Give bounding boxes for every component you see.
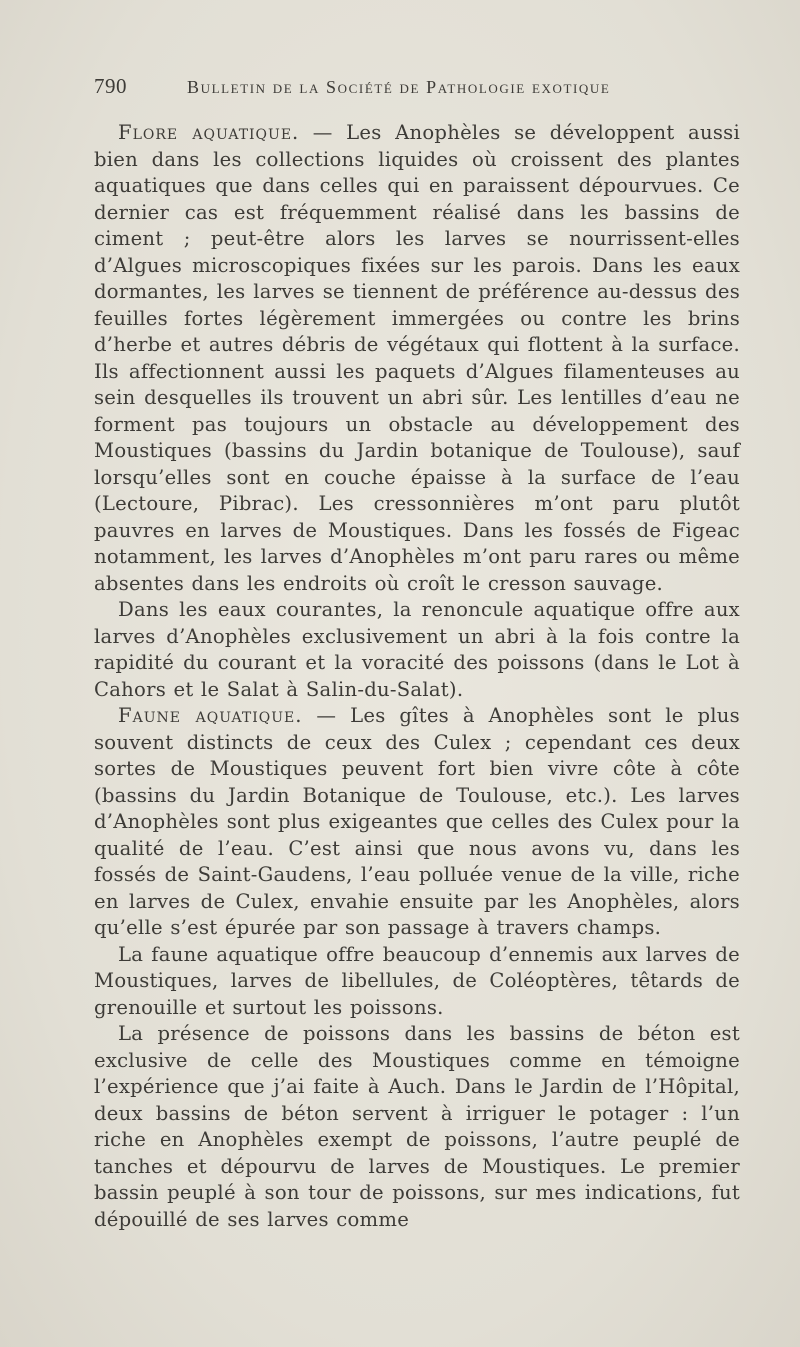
section-lead-faune: Faune aquatique. (118, 704, 303, 727)
paragraph-text: La présence de poissons dans les bassins de béton est exclusive de celle des Moustiques comme en témoigne l’expérience que j’ai faite à Auch. Dans le Jardin de l’Hôpital, deux bassins de béton servent à irriguer le potager : l’un riche en Anophèles exempt de poissons, l’autre peuplé de tanches et dépourvu de larves de Moustiques. Le premier bassin peuplé à son tour de poissons, sur mes indications, fut dépouillé de ses larves comme (94, 1022, 740, 1231)
section-lead-flore: Flore aquatique. (118, 121, 300, 144)
paragraph-poissons (94, 1021, 740, 1233)
paragraph-text: Dans les eaux courantes, la renoncule aquatique offre aux larves d’Anophèles exclusivement un abri à la fois contre la rapidité du courant et la voracité des poissons (dans le Lot à Cahors et le Salat à Salin-du-Salat). (94, 598, 740, 701)
page-number: 790 (94, 74, 127, 98)
paragraph-eaux-courantes (94, 597, 740, 703)
paragraph-text: La faune aquatique offre beaucoup d’ennemis aux larves de Moustiques, larves de libellules, de Coléoptères, têtards de grenouille et surtout les poissons. (94, 942, 740, 1019)
paragraph-flore-aquatique (94, 120, 740, 597)
paragraph-text: — Les Anophèles se développent aussi bien dans les collections liquides où croissent des plantes aquatiques que dans celles qui en paraissent dépourvues. Ce dernier cas est fréquemment réalisé dans les bassins de ciment ; peut-être alors les larves se nourrissent-elles d’Algues microscopiques fixées sur les parois. Dans les eaux dormantes, les larves se tiennent de préférence au-dessus des feuilles fortes légèrement immergées ou contre les brins d’herbe et autres débris de végétaux qui flottent à la surface. Ils affectionnent aussi les paquets d’Algues filamenteuses au sein desquelles ils trouvent un abri sûr. Les lentilles d’eau ne forment pas toujours un obstacle au développement des Moustiques (bassins du Jardin botanique de Toulouse), sauf lorsqu’elles sont en couche épaisse à la surface de l’eau (Lectoure, Pibrac). Les cressonnières m’ont paru plutôt pauvres en larves de Moustiques. Dans les fossés de Figeac notamment, les larves d’Anophèles m’ont paru rares ou même absentes dans les endroits où croît le cresson sauvage. (94, 121, 740, 595)
page-header (94, 74, 736, 104)
paragraph-ennemis (94, 942, 740, 1022)
body-text (94, 120, 740, 1233)
paragraph-text: — Les gîtes à Anophèles sont le plus souvent distincts de ceux des Culex ; cependant ces deux sortes de Moustiques peuvent fort bien vivre côte à côte (bassins du Jardin Botanique de Toulouse, etc.). Les larves d’Anophèles sont plus exigeantes que celles des Culex pour la qualité de l’eau. C’est ainsi que nous avons vu, dans les fossés de Saint-Gaudens, l’eau polluée venue de la ville, riche en larves de Culex, envahie ensuite par les Anophèles, alors qu’elle s’est épurée par son passage à travers champs. (94, 704, 740, 939)
paragraph-faune-aquatique (94, 703, 740, 942)
running-title: Bulletin de la Société de Pathologie exotique (187, 77, 611, 97)
